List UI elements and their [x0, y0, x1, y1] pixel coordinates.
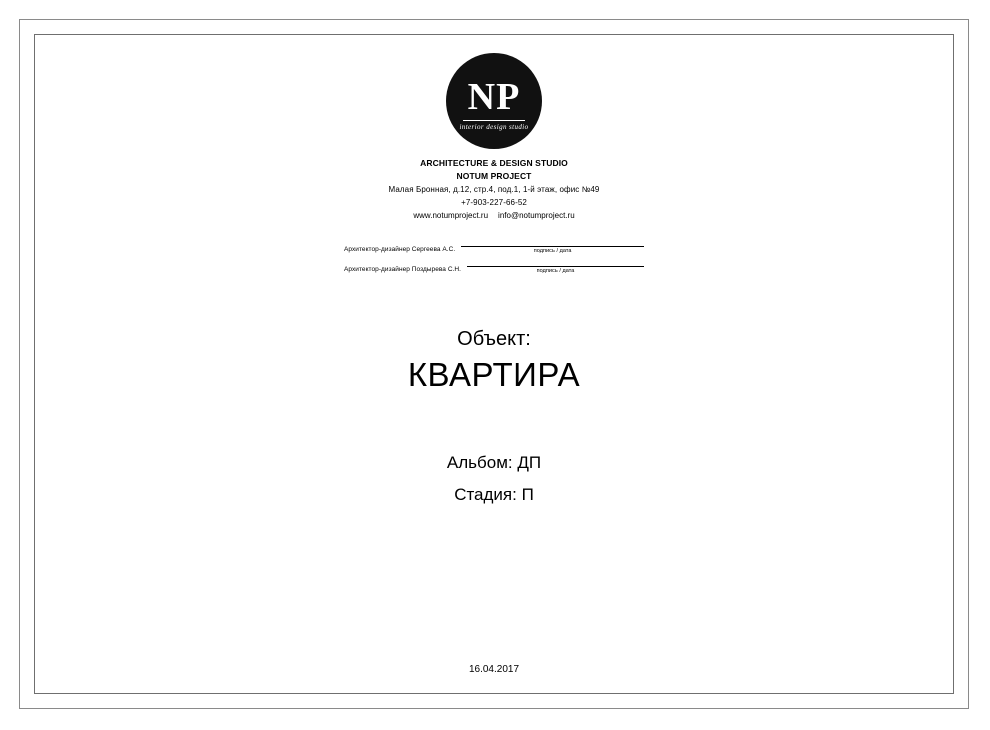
stage-line: Стадия: П: [454, 485, 534, 504]
object-value: КВАРТИРА: [407, 356, 581, 393]
logo-divider: [463, 120, 525, 121]
signature-role: Архитектор-дизайнер Сергеева А.С.: [344, 246, 456, 253]
company-website: www.notumproject.ru: [413, 211, 489, 220]
album-line: Альбом: ДП: [446, 453, 542, 472]
title-page-content: [35, 35, 953, 693]
signature-block: [35, 238, 953, 278]
signature-caption: подпись / дата: [536, 268, 575, 274]
company-contacts: [35, 209, 953, 222]
signature-line[interactable]: [467, 258, 644, 267]
signature-row: [344, 238, 644, 254]
object-label: Объект:: [457, 328, 531, 350]
signature-line[interactable]: [461, 238, 644, 247]
signature-row: [344, 258, 644, 274]
company-discipline: ARCHITECTURE & DESIGN STUDIO: [420, 158, 568, 168]
album-block: [35, 447, 953, 511]
logo: [35, 53, 953, 149]
logo-circle-icon: [446, 53, 542, 149]
signature-role: Архитектор-дизайнер Поздырева С.Н.: [344, 266, 462, 273]
sheet-outer-border: [19, 19, 969, 709]
company-name: NOTUM PROJECT: [456, 171, 532, 181]
company-block: [35, 157, 953, 222]
signature-field[interactable]: [461, 238, 644, 254]
object-block: [35, 325, 953, 395]
document-date: 16.04.2017: [468, 664, 520, 675]
sheet-inner-border: [34, 34, 954, 694]
company-address: Малая Бронная, д.12, стр.4, под.1, 1-й этаж, офис №49: [388, 185, 600, 194]
logo-tagline: interior design studio: [459, 122, 529, 131]
signature-caption: подпись / дата: [533, 248, 572, 254]
company-email: info@notumproject.ru: [498, 211, 575, 220]
signature-field[interactable]: [467, 258, 644, 274]
logo-monogram: NP: [467, 75, 521, 118]
company-phone: +7-903-227-66-52: [461, 198, 527, 207]
